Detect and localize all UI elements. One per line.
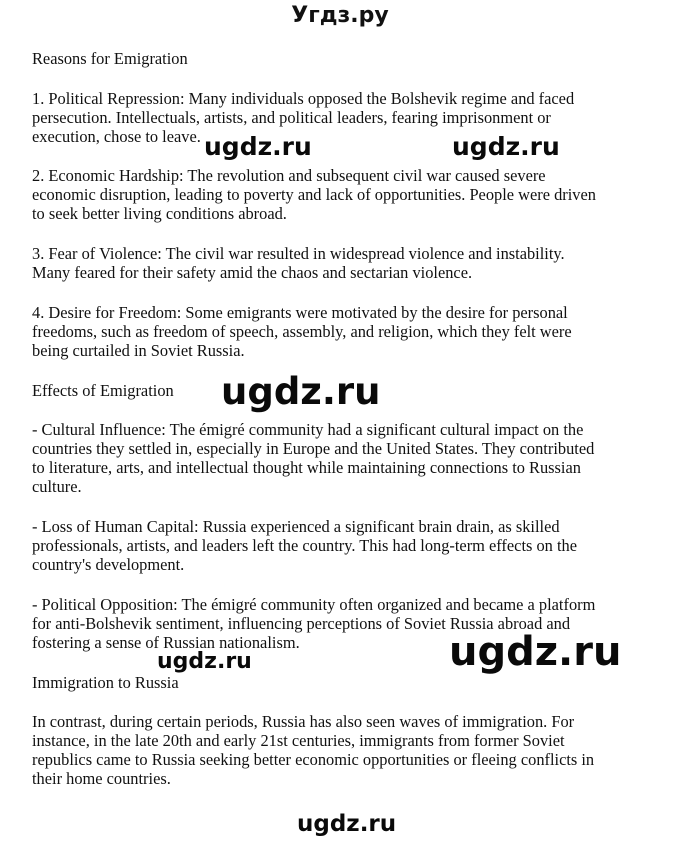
text-line: freedoms, such as freedom of speech, assembly, and religion, which they felt were <box>32 322 572 341</box>
text-line: Many feared for their safety amid the chaos and sectarian violence. <box>32 263 473 282</box>
text-line: for anti-Bolshevik sentiment, influencing perceptions of Soviet Russia abroad and <box>32 614 571 633</box>
site-header-title: Угдз.ру <box>291 3 389 28</box>
watermark-text: ugdz.ru <box>157 649 252 674</box>
text-line: - Loss of Human Capital: Russia experienced a significant brain drain, as skilled <box>32 517 560 536</box>
text-line: 3. Fear of Violence: The civil war resulted in widespread violence and instability. <box>32 244 565 263</box>
text-line: 2. Economic Hardship: The revolution and subsequent civil war caused severe <box>32 166 546 185</box>
text-line: fostering a sense of Russian nationalism. <box>32 633 300 652</box>
watermark-text: ugdz.ru <box>449 629 622 675</box>
text-line: being curtailed in Soviet Russia. <box>32 341 245 360</box>
section-heading-reasons: Reasons for Emigration <box>32 49 188 68</box>
text-line: professionals, artists, and leaders left the country. This had long-term effects on the <box>32 536 577 555</box>
text-line: economic disruption, leading to poverty and lack of opportunities. People were driven <box>32 185 596 204</box>
watermark-text: ugdz.ru <box>452 132 560 161</box>
text-line: to seek better living conditions abroad. <box>32 204 287 223</box>
text-line: to literature, arts, and intellectual thought while maintaining connections to Russian <box>32 458 581 477</box>
text-line: country's development. <box>32 555 185 574</box>
text-line: countries they settled in, especially in Europe and the United States. They contributed <box>32 439 595 458</box>
text-line: - Cultural Influence: The émigré community had a significant cultural impact on the <box>32 420 584 439</box>
text-line: republics came to Russia seeking better economic opportunities or fleeing conflicts in <box>32 750 595 769</box>
watermark-text: ugdz.ru <box>221 370 381 413</box>
text-line: persecution. Intellectuals, artists, and political leaders, fearing imprisonment or <box>32 108 551 127</box>
text-line: their home countries. <box>32 769 171 788</box>
text-line: - Political Opposition: The émigré community often organized and became a platform <box>32 595 596 614</box>
text-line: In contrast, during certain periods, Russia has also seen waves of immigration. For <box>32 712 575 731</box>
watermark-text: ugdz.ru <box>204 132 312 161</box>
text-line: execution, chose to leave. <box>32 127 201 146</box>
text-line: 4. Desire for Freedom: Some emigrants were motivated by the desire for personal <box>32 303 568 322</box>
text-line: 1. Political Repression: Many individuals opposed the Bolshevik regime and faced <box>32 89 575 108</box>
section-heading-effects: Effects of Emigration <box>32 381 174 400</box>
text-line: culture. <box>32 477 82 496</box>
section-heading-immigration: Immigration to Russia <box>32 673 179 692</box>
text-line: instance, in the late 20th and early 21st centuries, immigrants from former Soviet <box>32 731 565 750</box>
watermark-text: ugdz.ru <box>297 811 397 837</box>
